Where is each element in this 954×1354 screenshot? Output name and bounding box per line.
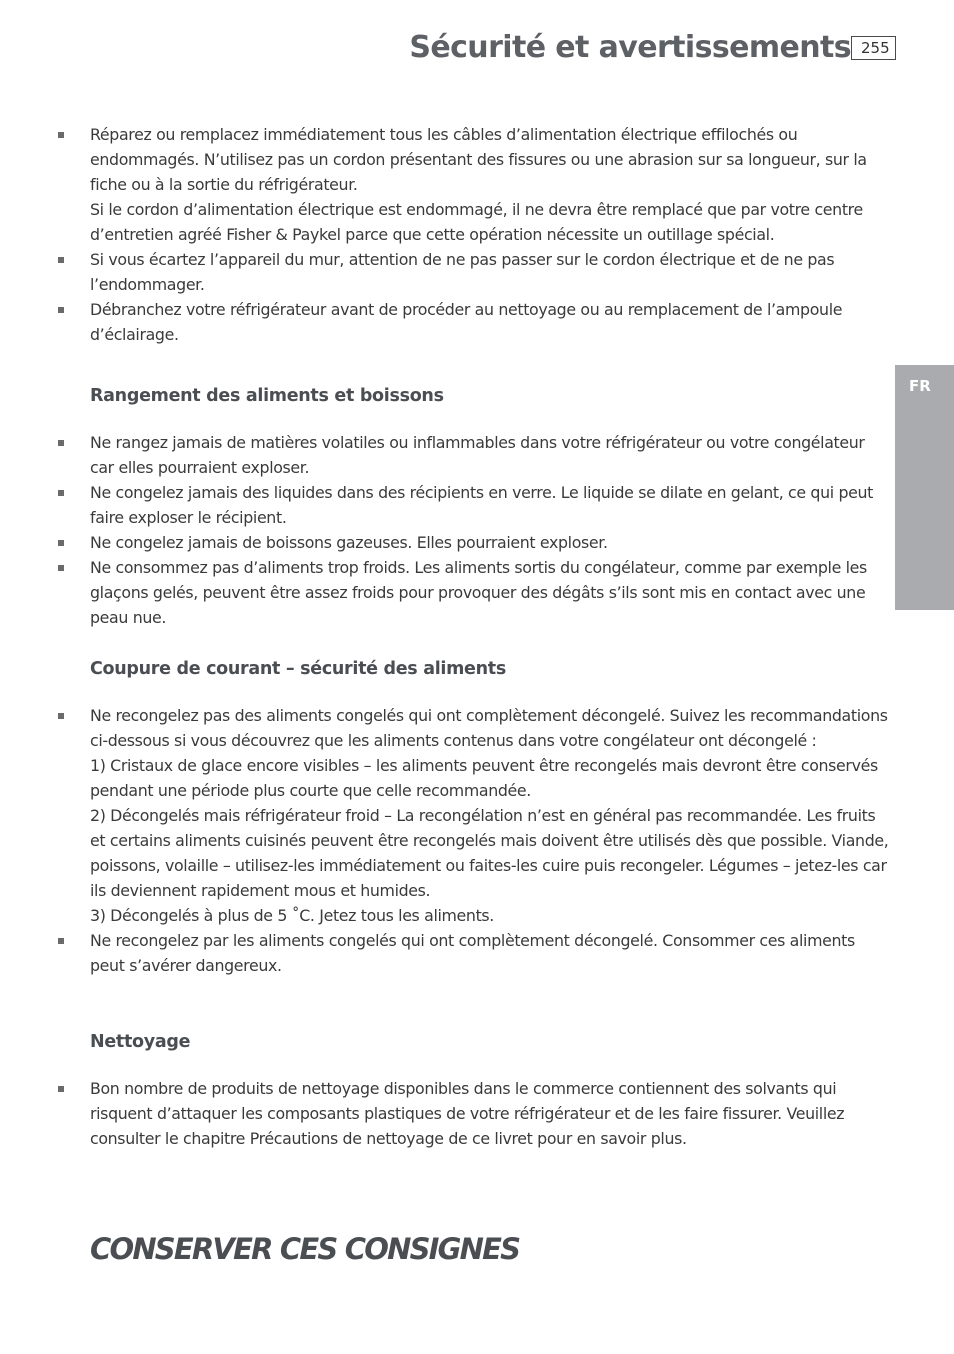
list-item xyxy=(0,530,895,555)
language-tab xyxy=(895,365,954,610)
item-text: Ne recongelez par les aliments congelés qui ont complètement décongelé. Consommer ces aliments peut s’avérer dangereux. xyxy=(90,931,855,975)
item-text: Ne congelez jamais des liquides dans des récipients en verre. Le liquide se dilate en gelant, ce qui peut faire exploser le récipient. xyxy=(90,483,874,527)
list-item xyxy=(0,555,895,630)
bullet-icon xyxy=(58,713,64,719)
bullet-icon xyxy=(58,938,64,944)
section-heading-cleaning: Nettoyage xyxy=(90,1032,191,1052)
item-text: Ne congelez jamais de boissons gazeuses. Elles pourraient exploser. xyxy=(90,533,608,552)
page-number: 255 xyxy=(851,36,896,60)
bullet-icon xyxy=(58,490,64,496)
list-item xyxy=(0,480,895,530)
cleaning-list xyxy=(0,1076,895,1151)
list-item xyxy=(0,1076,895,1151)
storage-list xyxy=(0,430,895,630)
list-item xyxy=(0,703,895,928)
bullet-icon xyxy=(58,307,64,313)
list-item xyxy=(0,928,895,978)
bullet-icon xyxy=(58,1086,64,1092)
bullet-icon xyxy=(58,440,64,446)
item-text: Ne recongelez pas des aliments congelés qui ont complètement décongelé. Suivez les recommandations ci-dessous si vous découvrez que les aliments contenus dans votre congélateur ont décongelé : xyxy=(90,706,888,750)
language-tab-label: FR xyxy=(909,377,931,395)
list-item xyxy=(0,247,895,297)
section-heading-power-cut: Coupure de courant – sécurité des aliments xyxy=(90,659,506,679)
bullet-icon xyxy=(58,132,64,138)
intro-list xyxy=(0,122,895,347)
item-text: Si le cordon d’alimentation électrique est endommagé, il ne devra être remplacé que par votre centre d’entretien agréé Fisher & Paykel parce que cette opération nécessite un outillage spécial. xyxy=(90,200,863,244)
bullet-icon xyxy=(58,257,64,263)
power-cut-list xyxy=(0,703,895,978)
page-title: Sécurité et avertissements xyxy=(409,30,851,65)
page-header xyxy=(409,30,896,65)
item-text: Débranchez votre réfrigérateur avant de procéder au nettoyage ou au remplacement de l’ampoule d’éclairage. xyxy=(90,300,843,344)
item-text: Ne rangez jamais de matières volatiles ou inflammables dans votre réfrigérateur ou votre congélateur car elles pourraient exploser. xyxy=(90,433,865,477)
list-item xyxy=(0,430,895,480)
item-text: Ne consommez pas d’aliments trop froids. Les aliments sortis du congélateur, comme par exemple les glaçons gelés, peuvent être assez froids pour provoquer des dégâts s’ils sont mis en contact avec une peau nue. xyxy=(90,558,867,627)
list-item xyxy=(0,122,895,247)
item-text: 1) Cristaux de glace encore visibles – les aliments peuvent être recongelés mais devront être conservés pendant une période plus courte que celle recommandée. xyxy=(90,756,878,800)
item-text: Bon nombre de produits de nettoyage disponibles dans le commerce contiennent des solvants qui risquent d’attaquer les composants plastiques de votre réfrigérateur et de les faire fissurer. Veuillez consulter le chapitre Précautions de nettoyage de ce livret pour en savoir plus. xyxy=(90,1079,845,1148)
list-item xyxy=(0,297,895,347)
bullet-icon xyxy=(58,540,64,546)
item-text: Réparez ou remplacez immédiatement tous les câbles d’alimentation électrique effilochés ou endommagés. N’utilisez pas un cordon présentant des fissures ou une abrasion sur sa longueur, sur la fiche ou à la sortie du réfrigérateur. xyxy=(90,125,867,194)
item-text: Si vous écartez l’appareil du mur, attention de ne pas passer sur le cordon électrique et de ne pas l’endommager. xyxy=(90,250,835,294)
item-text: 3) Décongelés à plus de 5 ˚C. Jetez tous les aliments. xyxy=(90,906,494,925)
footer-title: CONSERVER CES CONSIGNES xyxy=(90,1232,520,1266)
item-text: 2) Décongelés mais réfrigérateur froid – La recongélation n’est en général pas recommandée. Les fruits et certains aliments cuisinés peuvent être recongelés mais doivent être utilisés dès que possible. Viande, poissons, volaille – utilisez-les immédiatement ou faites-les cuire puis recongeler. Légumes – jetez-les car ils deviennent rapidement mous et humides. xyxy=(90,806,889,900)
bullet-icon xyxy=(58,565,64,571)
section-heading-storage: Rangement des aliments et boissons xyxy=(90,386,444,406)
